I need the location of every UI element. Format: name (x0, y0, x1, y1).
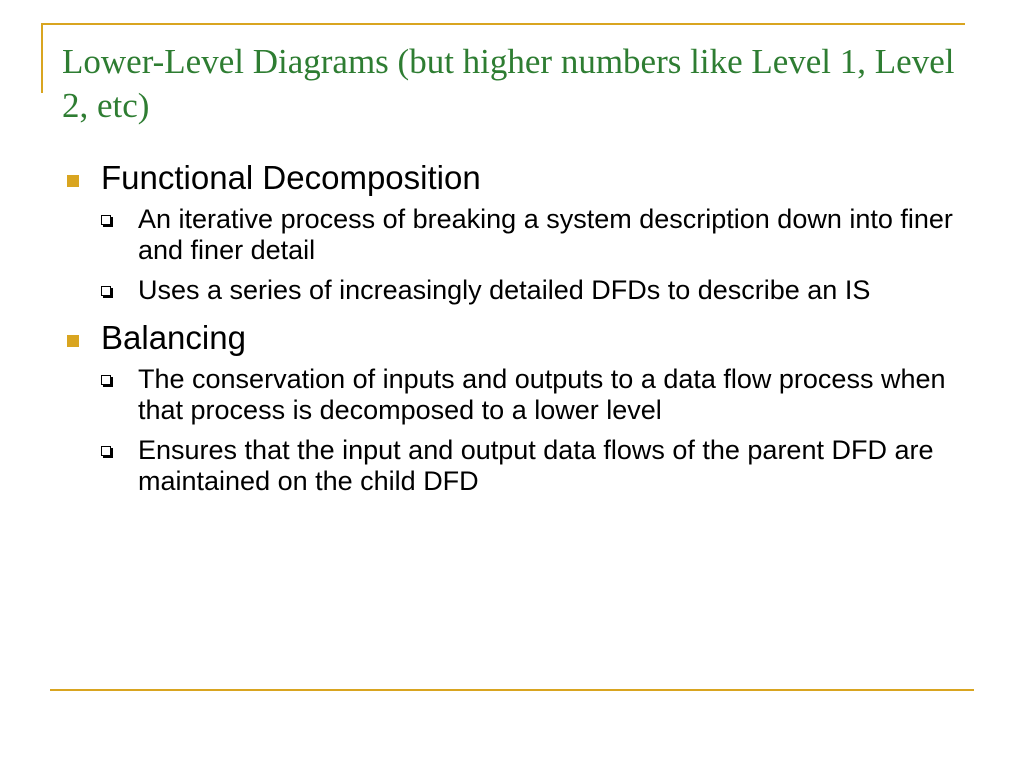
section-heading-text: Functional Decomposition (101, 159, 481, 196)
section-heading (62, 318, 962, 358)
sub-point (62, 364, 962, 426)
sub-point-text: The conservation of inputs and outputs to a data flow process when that process is decomposed to a lower level (138, 364, 946, 425)
square-bullet-icon (67, 335, 79, 347)
sub-point-text: Ensures that the input and output data flows of the parent DFD are maintained on the child DFD (138, 435, 934, 496)
square-bullet-icon (67, 175, 79, 187)
sub-point (62, 275, 962, 306)
sub-point (62, 204, 962, 266)
hollow-square-bullet-icon (101, 215, 111, 225)
frame-top-rule (41, 23, 965, 25)
sub-point-text: Uses a series of increasingly detailed DFDs to describe an IS (138, 275, 871, 305)
sub-point-text: An iterative process of breaking a system description down into finer and finer detail (138, 204, 953, 265)
hollow-square-bullet-icon (101, 286, 111, 296)
section-heading-text: Balancing (101, 319, 246, 356)
frame-bottom-rule (50, 689, 974, 691)
frame-left-rule (41, 23, 43, 93)
hollow-square-bullet-icon (101, 375, 111, 385)
section-heading (62, 158, 962, 198)
slide-content (62, 158, 962, 509)
slide-title: Lower-Level Diagrams (but higher numbers like Level 1, Level 2, etc) (62, 42, 955, 125)
hollow-square-bullet-icon (101, 446, 111, 456)
section-functional-decomposition (62, 158, 962, 306)
section-balancing (62, 318, 962, 497)
sub-point (62, 435, 962, 497)
